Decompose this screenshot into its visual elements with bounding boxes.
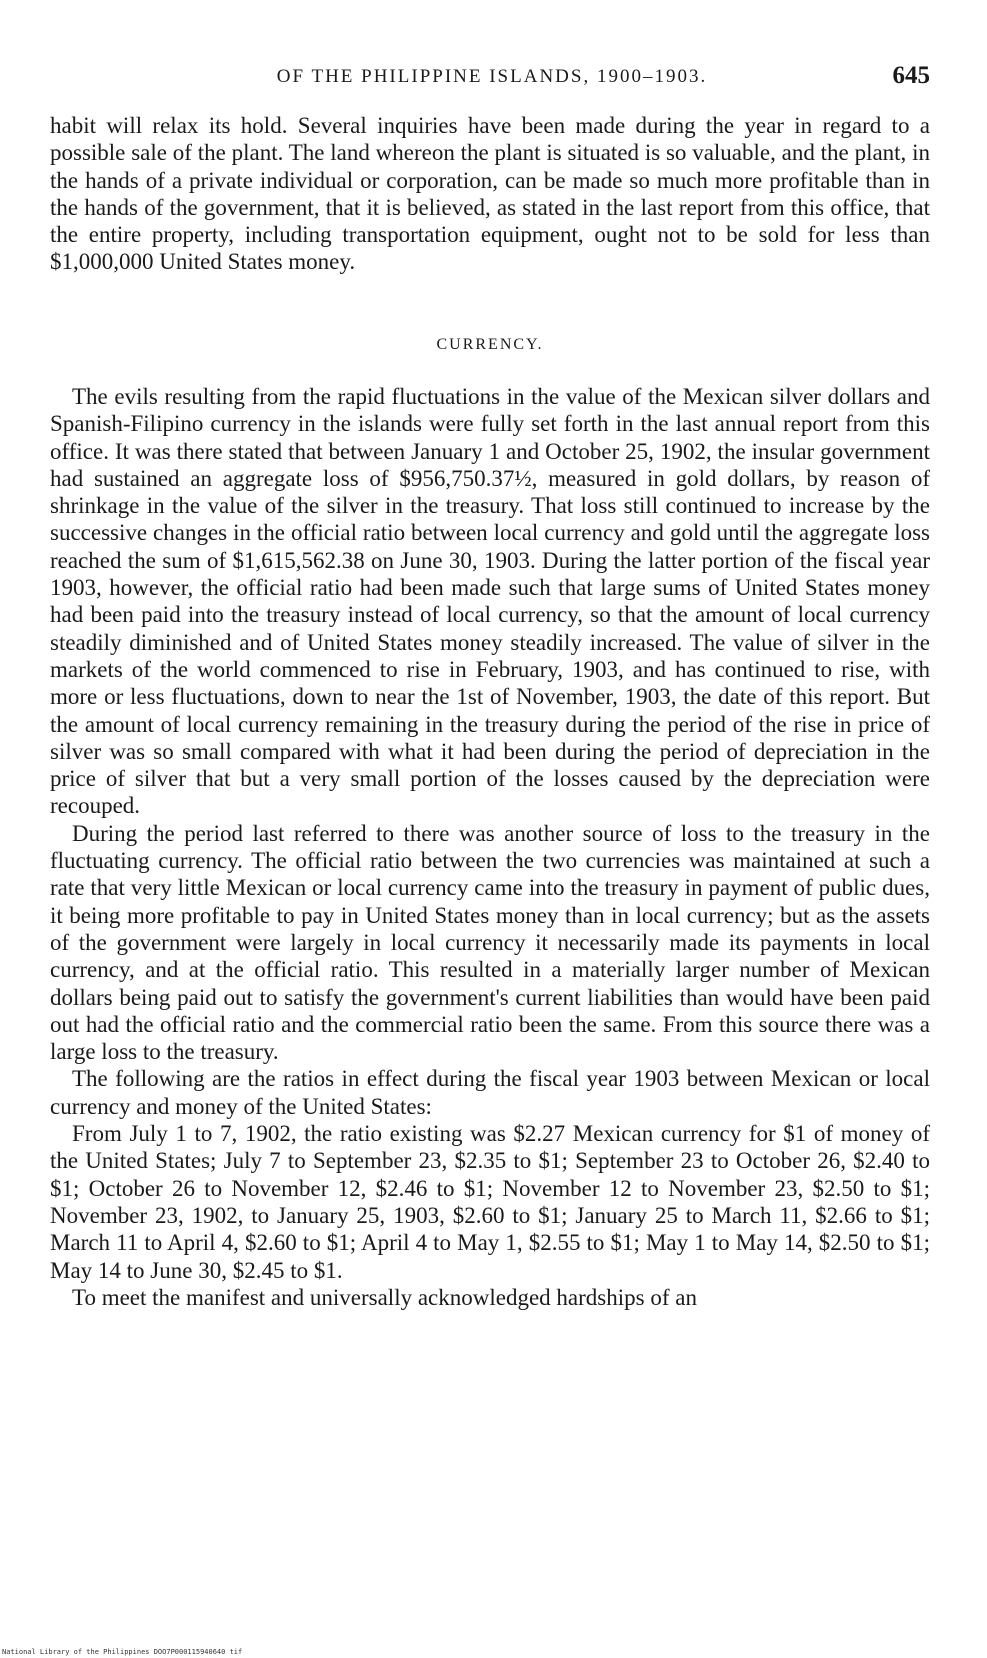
page-number: 645: [892, 62, 930, 89]
paragraph: To meet the manifest and universally acknowledged hardships of an: [72, 1284, 697, 1310]
section-heading: CURRENCY.: [436, 336, 544, 353]
running-title: OF THE PHILIPPINE ISLANDS, 1900–1903.: [276, 66, 708, 87]
scan-footer-label: National Library of the Philippines DOO7P000115940640 tif: [2, 1648, 243, 1656]
paragraph: From July 1 to 7, 1902, the ratio existing was $2.27 Mexican currency for $1 of money of the United States; July 7 to September 23, $2.35 to $1; September 23 to October 26, $2.40 to $1; October 26 to November 12, $2.46 to $1; November 12 to November 23, $2.50 to $1; November 23, 1902, to January 25, 1903, $2.60 to $1; January 25 to March 11, $2.66 to $1; March 11 to April 4, $2.60 to $1; April 4 to May 1, $2.55 to $1; May 1 to May 14, $2.50 to $1; May 14 to June 30, $2.45 to $1.: [50, 1121, 930, 1283]
paragraph-continued: habit will relax its hold. Several inquiries have been made during the year in regard to a possible sale of the plant. The land whereon the plant is situated is so valuable, and the plant, in the hands of a private individual or corporation, can be made so much more profitable than in the hands of the government, that it is believed, as stated in the last report from this office, that the entire property, including transportation equipment, ought not to be sold for less than $1,000,000 United States money.: [50, 113, 930, 275]
opening-paragraph-block: [50, 112, 930, 276]
page-header: [48, 64, 936, 98]
paragraph: The following are the ratios in effect during the fiscal year 1903 between Mexican or local currency and money of the United States:: [50, 1066, 930, 1119]
currency-section-body: [50, 383, 930, 1311]
paragraph: The evils resulting from the rapid fluctuations in the value of the Mexican silver dollars and Spanish-Filipino currency in the islands were fully set forth in the last annual report from this office. It was there stated that between January 1 and October 25, 1902, the insular government had sustained an aggregate loss of $956,750.37½, measured in gold dollars, by reason of shrinkage in the value of the silver in the treasury. That loss still continued to increase by the successive changes in the official ratio between local currency and gold until the aggregate loss reached the sum of $1,615,562.38 on June 30, 1903. During the latter portion of the fiscal year 1903, however, the official ratio had been made such that large sums of United States money had been paid into the treasury instead of local currency, so that the amount of local currency steadily diminished and of United States money steadily increased. The value of silver in the markets of the world commenced to rise in February, 1903, and has continued to rise, with more or less fluctuations, down to near the 1st of November, 1903, the date of this report. But the amount of local currency remaining in the treasury during the period of the rise in price of silver was so small compared with what it had been during the period of depreciation in the price of silver that but a very small portion of the losses caused by the depreciation were recouped.: [50, 384, 930, 819]
paragraph: During the period last referred to there was another source of loss to the treasury in the fluctuating currency. The official ratio between the two currencies was maintained at such a rate that very little Mexican or local currency came into the treasury in payment of public dues, it being more profitable to pay in United States money than in local currency; but as the assets of the government were largely in local currency it necessarily made its payments in local currency, and at the official ratio. This resulted in a materially larger number of Mexican dollars being paid out to satisfy the government's current liabilities than would have been paid out had the official ratio and the commercial ratio been the same. From this source there was a large loss to the treasury.: [50, 820, 930, 1065]
